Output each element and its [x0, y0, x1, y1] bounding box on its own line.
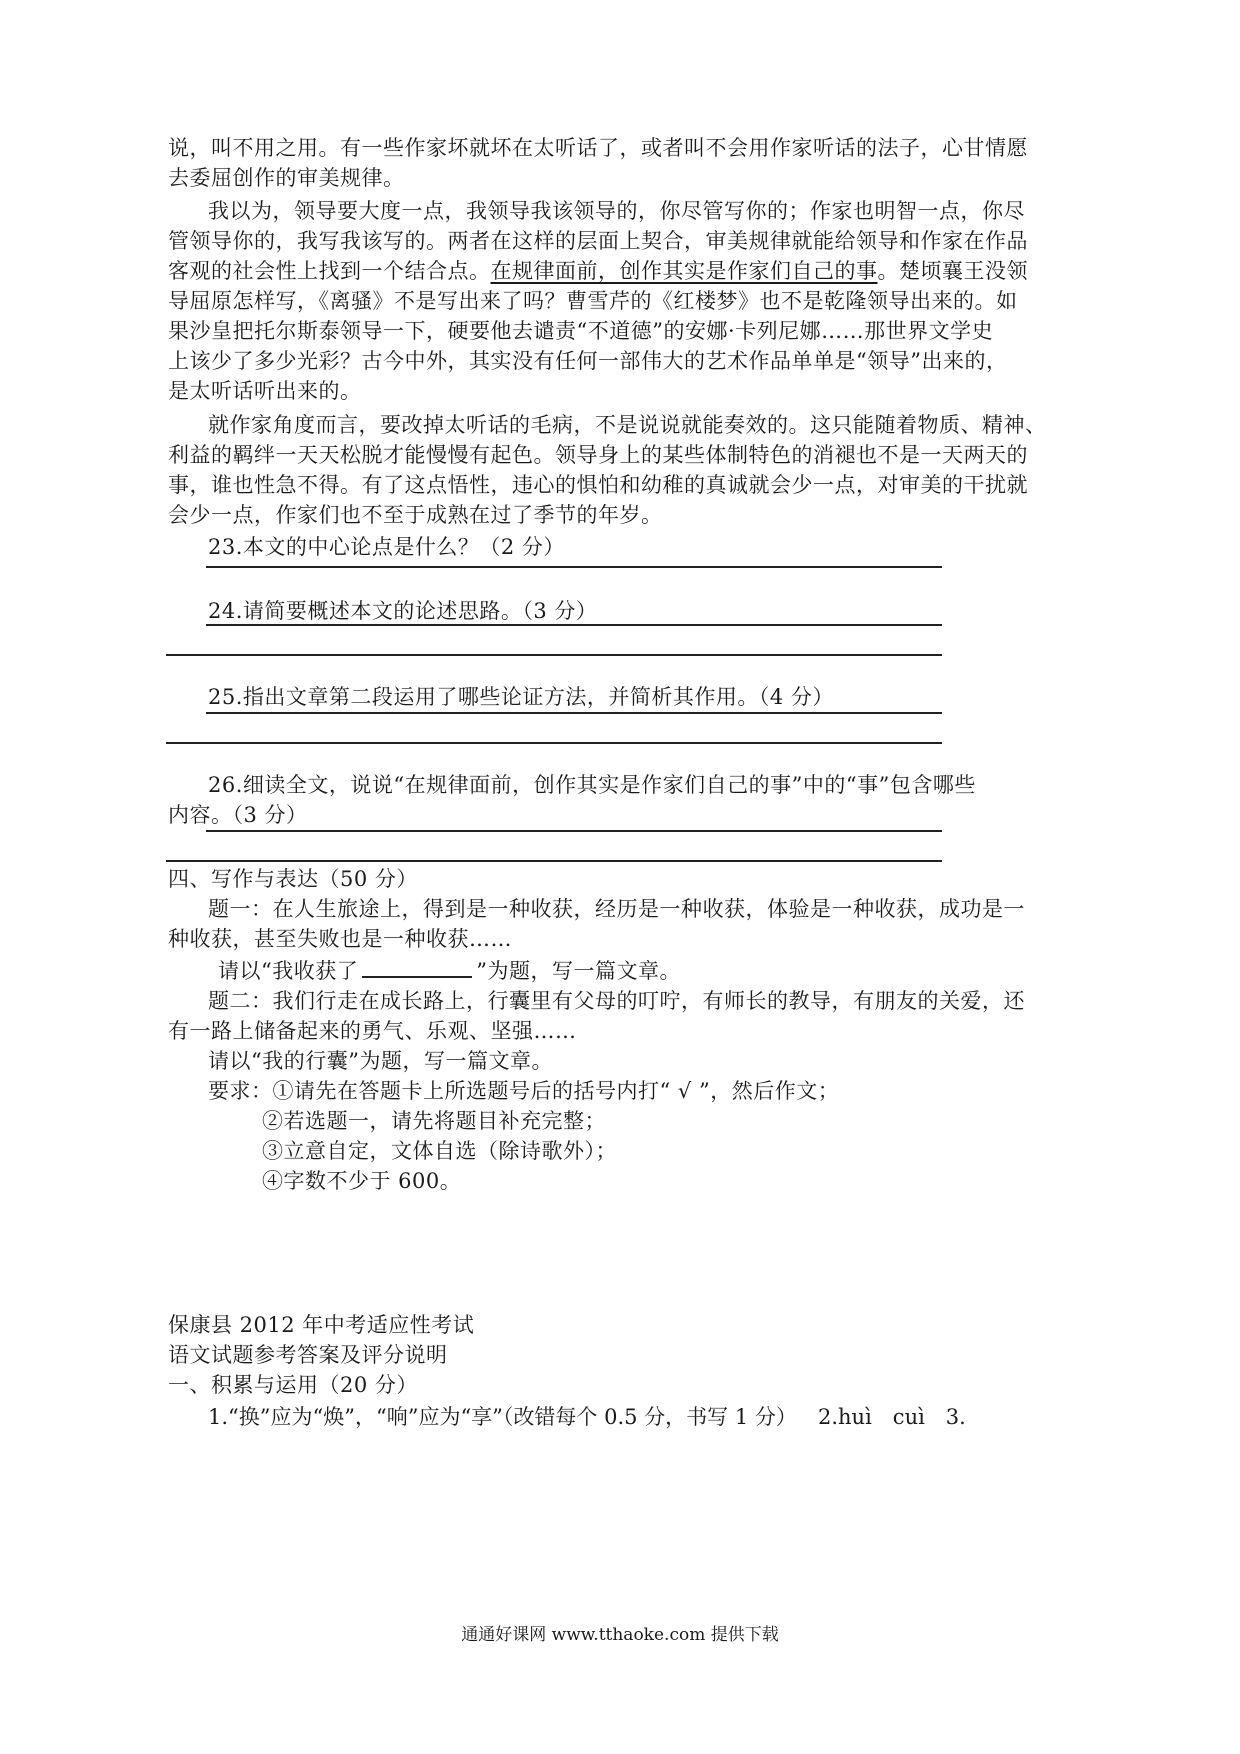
requirement-1: 要求：①请先在答题卡上所选题号后的括号内打“ √ ”，然后作文； — [208, 1079, 840, 1103]
question-25: 25.指出文章第二段运用了哪些论证方法，并简析其作用。（4 分） — [208, 685, 834, 709]
prompt-text: 请以“我收获了 — [218, 959, 359, 983]
writing-topic-1-prompt — [218, 956, 681, 986]
question-26: 26.细读全文，说说“在规律面前，创作其实是作家们自己的事”中的“事”包含哪些 — [208, 773, 976, 797]
prompt-text: ”为题，写一篇文章。 — [476, 959, 681, 983]
passage-line: 事，谁也性急不得。有了这点悟性，违心的惧怕和幼稚的真诚就会少一点，对审美的干扰就 — [168, 473, 1028, 497]
writing-topic-2-cont: 有一路上储备起来的勇气、乐观、坚强…… — [168, 1019, 577, 1043]
answer-key-subtitle: 语文试题参考答案及评分说明 — [168, 1343, 448, 1367]
question-26-cont: 内容。（3 分） — [168, 803, 308, 827]
answer-key-title: 保康县 2012 年中考适应性考试 — [168, 1313, 475, 1337]
answer-1: 1.“换”应为“焕”，“响”应为“享”（改错每个 0.5 分，书写 1 分） — [208, 1405, 797, 1429]
passage-line: 导屈原怎样写，《离骚》不是写出来了吗？曹雪芹的《红楼梦》也不是乾隆领导出来的。如 — [168, 289, 1018, 313]
question-23: 23.本文的中心论点是什么？（2 分） — [208, 535, 565, 559]
question-24: 24.请简要概述本文的论述思路。（3 分） — [208, 599, 598, 623]
passage-line: 说，叫不用之用。有一些作家坏就坏在太听话了，或者叫不会用作家听话的法子，心甘情愿 — [168, 136, 1028, 160]
passage-line: 去委屈创作的审美规律。 — [168, 166, 405, 190]
passage-line: 我以为，领导要大度一点，我领导我该领导的，你尽管写你的；作家也明智一点，你尽 — [208, 199, 1025, 223]
page-footer: 通通好课网 www.tthaoke.com 提供下载 — [461, 1625, 779, 1645]
answer-line[interactable] — [206, 624, 942, 626]
title-blank[interactable] — [362, 958, 472, 978]
requirement-4: ④字数不少于 600。 — [262, 1169, 462, 1193]
passage-line — [168, 256, 1028, 286]
writing-topic-1: 题一：在人生旅途上，得到是一种收获，经历是一种收获，体验是一种收获，成功是一 — [208, 897, 1025, 921]
writing-topic-2: 题二：我们行走在成长路上，行囊里有父母的叮咛，有师长的教导，有朋友的关爱，还 — [208, 989, 1025, 1013]
section-heading-writing: 四、写作与表达（50 分） — [168, 867, 418, 891]
requirement-2: ②若选题一，请先将题目补充完整； — [262, 1109, 606, 1133]
passage-line: 就作家角度而言，要改掉太听话的毛病，不是说说就能奏效的。这只能随着物质、精神、 — [208, 413, 1047, 437]
passage-text: 。楚顷襄王没领 — [877, 259, 1028, 283]
passage-text: 客观的社会性上找到一个结合点。 — [168, 259, 491, 283]
answer-line[interactable] — [206, 712, 942, 714]
underlined-key-sentence: 在规律面前，创作其实是作家们自己的事 — [490, 259, 878, 283]
answer-line[interactable] — [206, 830, 942, 832]
answer-line[interactable] — [166, 742, 942, 744]
passage-line: 果沙皇把托尔斯泰领导一下，硬要他去谴责“不道德”的安娜·卡列尼娜……那世界文学史 — [168, 319, 994, 343]
writing-topic-2-prompt: 请以“我的行囊”为题，写一篇文章。 — [208, 1049, 553, 1073]
writing-topic-1-cont: 种收获，甚至失败也是一种收获…… — [168, 927, 512, 951]
answer-2: 2.huì cuì 3. — [818, 1405, 966, 1429]
answer-line[interactable] — [206, 566, 942, 568]
answer-section-heading: 一、积累与运用（20 分） — [168, 1373, 418, 1397]
answer-line[interactable] — [166, 654, 942, 656]
answer-line[interactable] — [166, 860, 942, 862]
passage-line: 管领导你的，我写我该写的。两者在这样的层面上契合，审美规律就能给领导和作家在作品 — [168, 229, 1028, 253]
passage-line: 会少一点，作家们也不至于成熟在过了季节的年岁。 — [168, 503, 663, 527]
passage-line: 是太听话听出来的。 — [168, 379, 362, 403]
passage-line: 上该少了多少光彩？古今中外，其实没有任何一部伟大的艺术作品单单是“领导”出来的， — [168, 349, 1008, 373]
passage-line: 利益的羁绊一天天松脱才能慢慢有起色。领导身上的某些体制特色的消褪也不是一天两天的 — [168, 443, 1028, 467]
requirement-3: ③立意自定，文体自选（除诗歌外）； — [262, 1139, 617, 1163]
